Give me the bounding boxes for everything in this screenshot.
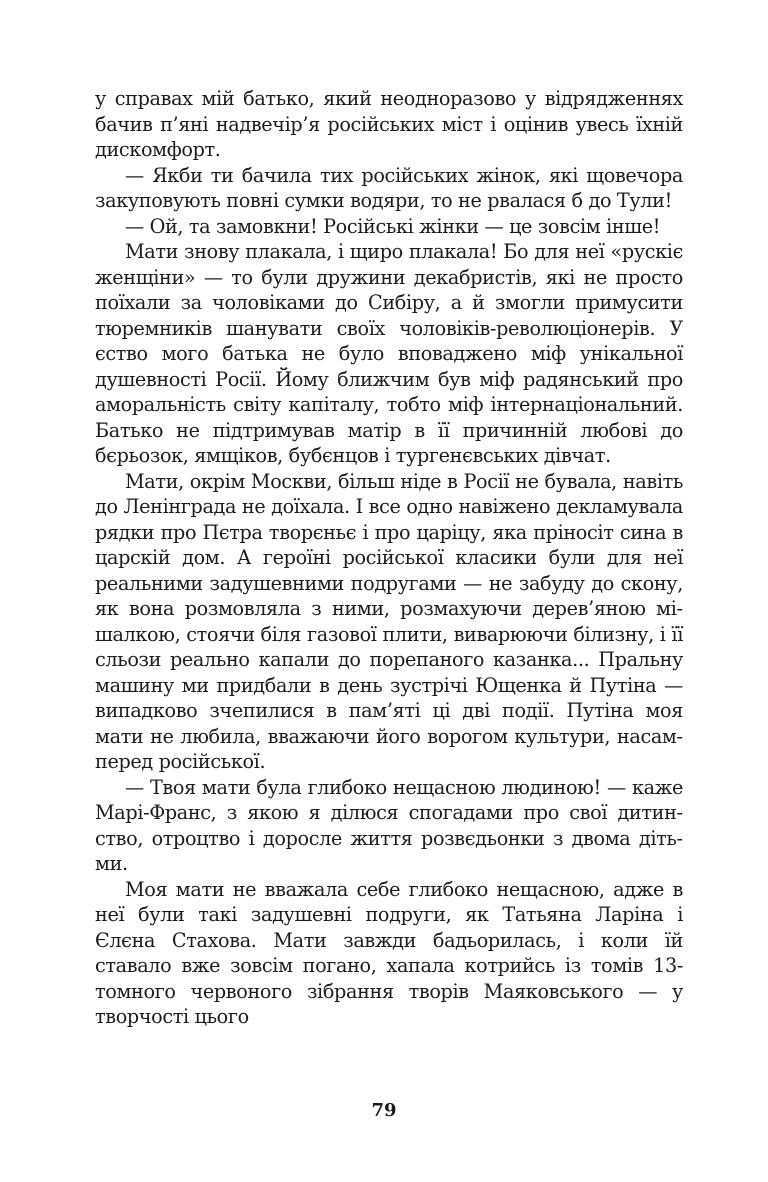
paragraph-1: у справах мій батько, який неодноразово у відрядженнях бачив п’яні надвечір’я російських міст і оцінив увесь їхній дискомфорт. [95,87,683,161]
paragraph-7: Моя мати не вважала себе глибоко нещасною, адже в неї були такі задушевні подруги, як Татьяна Ларіна і Єлєна Стахова. Мати завжди бадьорилась, і коли їй ставало вже зовсім погано, хапала котрийсь із томів 13-томного червоного зібрання творів Маяковського — у творчості цього [95,877,683,1028]
paragraph-2: — Якби ти бачила тих російських жінок, які щовечора закуповують повні сумки водяри, то не рвалася б до Тули! [95,163,683,212]
page-number: 79 [371,1100,397,1121]
paragraph-3: — Ой, та замовкни! Російські жінки — це зовсім інше! [125,214,661,238]
paragraph-6: — Твоя мати була глибоко нещасною людиною! — каже Марі-Франс, з якою я ділюся спогадами про свої дитинство, отроцтво і доросле життя розвєдьонки з двома дітьми. [95,775,683,875]
paragraph-5: Мати, окрім Москви, більш ніде в Росії не бувала, навіть до Ленінграда не доїхала. І все одно навіжено декламувала рядки про Пєтра творєньє і про царіцу, яка пріносіт сина в царскій дом. А героїні російської класики були для неї реальними задушевними подругами — не забуду до скону, як вона розмовляла з ними, розмахуючи дерев’яною мішалкою, стоячи біля газової плити, виварюючи білизну, і її сльози реально капали до порепаного казанка... Пральну машину ми придбали в день зустрічі Ющенка й Путіна — випадково зчепилися в пам’яті ці дві події. Путіна моя мати не любила, вважаючи його ворогом культури, насамперед російської. [95,469,683,773]
paragraph-4: Мати знову плакала, і щиро плакала! Бо для неї «рускіє женщіни» — то були дружини декабристів, які не просто поїхали за чоловіками до Сибіру, а й змогли примусити тюремників шанувати своїх чоловіків-революціонерів. У єство мого батька не було вповаджено міф унікальної душевності Росії. Йому ближчим був міф радянський про аморальність світу капіталу, тобто міф інтернаціональний. Батько не підтримував матір в її причинній любові до бєрьозок, ямщіков, бубєнцов і тургенєвських дівчат. [95,240,683,467]
page-text-body [95,86,683,1030]
